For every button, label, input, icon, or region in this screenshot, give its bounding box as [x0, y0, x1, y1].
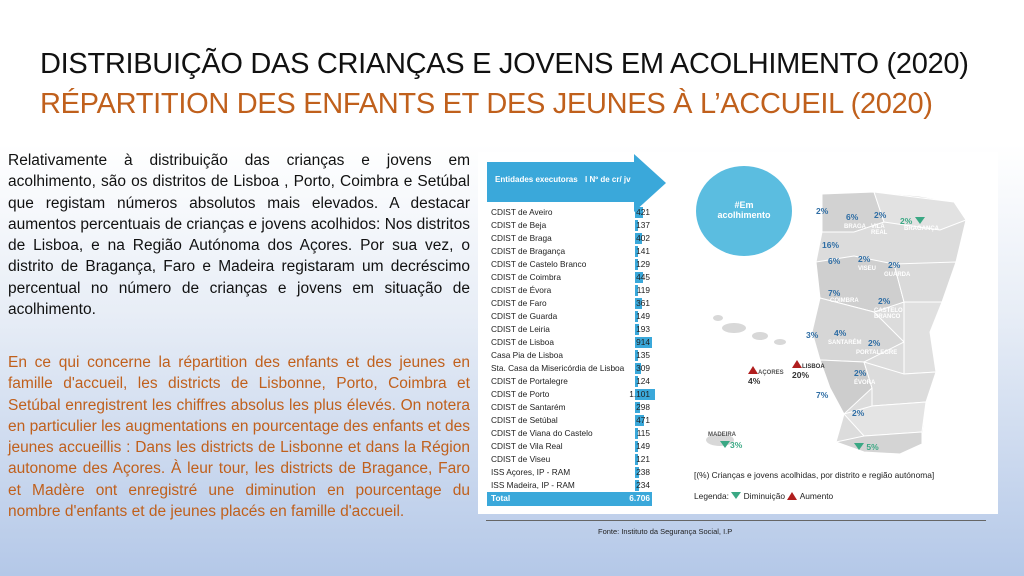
row-entity-name: CDIST de Coimbra — [491, 272, 561, 282]
map-name-santarem: SANTARÉM — [828, 340, 862, 346]
table-row — [487, 375, 652, 388]
map-pct-evora: 2% — [854, 368, 867, 378]
row-entity-name: CDIST de Guarda — [491, 311, 558, 321]
row-entity-name: CDIST de Viana do Castelo — [491, 428, 593, 438]
map-pct-madeira: 3% — [720, 440, 742, 450]
row-entity-name: CDIST de Leiria — [491, 324, 550, 334]
legend-label: Legenda: — [694, 490, 729, 501]
row-entity-name: CDIST de Faro — [491, 298, 547, 308]
row-value: 124 — [636, 376, 650, 386]
legend-decrease: Diminuição — [743, 490, 786, 501]
row-entity-name: CDIST de Lisboa — [491, 337, 555, 347]
map-pct-braganca: 2% — [900, 216, 925, 226]
increase-icon — [787, 492, 797, 500]
table-row — [487, 466, 652, 479]
row-value: 234 — [636, 480, 650, 490]
row-value: 149 — [636, 441, 650, 451]
entity-table — [487, 206, 652, 506]
row-value: 471 — [636, 415, 650, 425]
table-row — [487, 323, 652, 336]
total-value: 6.706 — [629, 493, 650, 503]
map-pct-setubal: 7% — [816, 390, 829, 400]
row-value: 309 — [636, 363, 650, 373]
row-entity-name: ISS Madeira, IP - RAM — [491, 480, 575, 490]
row-value: 914 — [636, 337, 650, 347]
increase-icon — [748, 366, 758, 374]
title-french: RÉPARTITION DES ENFANTS ET DES JEUNES À L’ACCUEIL (2020) — [40, 88, 933, 120]
map-pct-aveiro: 6% — [828, 256, 841, 266]
row-value: 361 — [636, 298, 650, 308]
total-label: Total — [491, 493, 511, 503]
map-legend — [694, 490, 833, 501]
table-row — [487, 336, 652, 349]
row-value: 115 — [636, 428, 650, 438]
table-row — [487, 245, 652, 258]
row-entity-name: CDIST de Beja — [491, 220, 547, 230]
table-row — [487, 401, 652, 414]
map-name-viseu: VISEU — [858, 266, 877, 272]
map-pct-beja: 2% — [852, 408, 865, 418]
row-value: 298 — [636, 402, 650, 412]
map-name-coimbra: COIMBRA — [830, 298, 859, 304]
row-value: 137 — [636, 220, 650, 230]
map-pct-lisboa: LISBOA 20% — [792, 360, 825, 380]
map-pct-castelo-branco: 2% — [878, 296, 891, 306]
map-pct-guarda: 2% — [888, 260, 901, 270]
map-name-guarda: GUARDA — [884, 272, 911, 278]
table-row — [487, 440, 652, 453]
row-entity-name: CDIST de Bragança — [491, 246, 566, 256]
map-pct-acores: AÇORES 4% — [748, 366, 784, 386]
row-value: 402 — [636, 233, 650, 243]
row-entity-name: CDIST de Vila Real — [491, 441, 563, 451]
row-value: 238 — [636, 467, 650, 477]
row-entity-name: CDIST de Castelo Branco — [491, 259, 587, 269]
row-value: 129 — [636, 259, 650, 269]
map-shapes — [704, 192, 994, 462]
row-entity-name: CDIST de Évora — [491, 285, 552, 295]
table-header — [487, 162, 634, 202]
row-value: 149 — [636, 311, 650, 321]
row-entity-name: CDIST de Viseu — [491, 454, 551, 464]
row-entity-name: Sta. Casa da Misericórdia de Lisboa — [491, 363, 625, 373]
row-entity-name: CDIST de Braga — [491, 233, 552, 243]
row-entity-name: CDIST de Aveiro — [491, 207, 553, 217]
table-row — [487, 232, 652, 245]
map-pct-faro: 5% — [854, 442, 879, 452]
table-row — [487, 388, 652, 401]
map-name-evora: ÉVORA — [854, 380, 876, 386]
map-name-vila-real: VILA REAL — [871, 224, 888, 236]
map-caption: [(%) Crianças e jovens acolhidas, por distrito e região autónoma] — [694, 470, 935, 480]
table-row — [487, 271, 652, 284]
row-entity-name: CDIST de Santarém — [491, 402, 566, 412]
portugal-map — [704, 192, 994, 462]
legend-increase: Aumento — [799, 490, 834, 501]
row-value: 421 — [636, 207, 650, 217]
map-name-braga: BRAGA — [844, 224, 866, 230]
decrease-icon — [915, 217, 925, 224]
table-row — [487, 310, 652, 323]
table-row — [487, 349, 652, 362]
map-pct-braga: 6% — [846, 212, 859, 222]
source-divider — [486, 520, 986, 521]
row-entity-name: ISS Açores, IP - RAM — [491, 467, 571, 477]
table-row — [487, 258, 652, 271]
map-name-portalegre: PORTALEGRE — [856, 350, 898, 356]
circle-line1: #Em — [734, 200, 754, 210]
row-value: 135 — [636, 350, 650, 360]
table-row — [487, 362, 652, 375]
arrow-shape — [634, 154, 666, 212]
map-pct-coimbra: 7% — [828, 288, 841, 298]
header-count: l Nº de cr/ jv — [585, 175, 631, 184]
row-entity-name: CDIST de Setúbal — [491, 415, 558, 425]
table-row — [487, 427, 652, 440]
header-entity: Entidades executoras — [495, 175, 578, 184]
row-value: 445 — [636, 272, 650, 282]
table-row — [487, 414, 652, 427]
map-pct-viana: 2% — [816, 206, 829, 216]
map-name-faro: FARO — [856, 454, 873, 460]
row-value: 141 — [636, 246, 650, 256]
table-row — [487, 219, 652, 232]
decrease-icon — [854, 443, 864, 450]
table-row — [487, 297, 652, 310]
row-value: 193 — [636, 324, 650, 334]
title-portuguese: DISTRIBUIÇÃO DAS CRIANÇAS E JOVENS EM ACOLHIMENTO (2020) — [40, 48, 969, 80]
paragraph-french: En ce qui concerne la répartition des enfants et des jeunes en famille d'accueil, les districts de Lisbonne, Porto, Coimbra et Setúbal enregistrent les chiffres absolus les plus élevés. On notera en particulier les augmentations en pourcentage des enfants et des jeunes accueillis : Dans les districts de Lisbonne et dans la Région autonome des Açores. À leur tour, les districts de Bragance, Faro et Madère ont enregistré une diminution en pourcentage du nombre d'enfants et de jeunes placés en famille d'accueil. — [8, 354, 470, 521]
paragraph-portuguese: Relativamente à distribuição das crianças e jovens em acolhimento, são os distritos de Lisboa , Porto, Coimbra e Setúbal que registam números absolutos mais elevados. A destacar aumentos percentuais de crianças e jovens acolhidos: Nos distritos de Lisboa, e na Região Autónoma dos Açores. Por sua vez, o distrito de Bragança, Faro e Madeira registaram um decréscimo percentual no número de crianças e jovens em situação de acolhimento. — [8, 152, 470, 319]
row-value: 121 — [636, 454, 650, 464]
map-pct-santarem: 4% — [834, 328, 847, 338]
decrease-icon — [731, 492, 741, 499]
source-note: Fonte: Instituto da Segurança Social, I.P — [598, 527, 733, 536]
row-entity-name: Casa Pia de Lisboa — [491, 350, 563, 360]
map-pct-vila-real: 2% — [874, 210, 887, 220]
map-pct-leiria: 3% — [806, 330, 819, 340]
table-row — [487, 453, 652, 466]
table-row — [487, 206, 652, 219]
row-entity-name: CDIST de Portalegre — [491, 376, 568, 386]
table-row — [487, 479, 652, 492]
row-value: 119 — [636, 285, 650, 295]
map-pct-porto: 16% — [822, 240, 840, 250]
map-pct-viseu: 2% — [858, 254, 871, 264]
circle-line2: acolhimento — [717, 210, 771, 220]
map-pct-portalegre: 2% — [868, 338, 881, 348]
infographic-panel — [478, 152, 998, 514]
row-value: 1.101 — [629, 389, 650, 399]
increase-icon — [792, 360, 802, 368]
table-total-row — [487, 492, 652, 506]
table-row — [487, 284, 652, 297]
map-name-castelo-branco: CASTELO BRANCO — [874, 308, 903, 320]
map-name-madeira: MADEIRA — [708, 432, 736, 438]
map-name-braganca: BRAGANÇA — [904, 226, 939, 232]
decrease-icon — [720, 441, 730, 448]
row-entity-name: CDIST de Porto — [491, 389, 550, 399]
